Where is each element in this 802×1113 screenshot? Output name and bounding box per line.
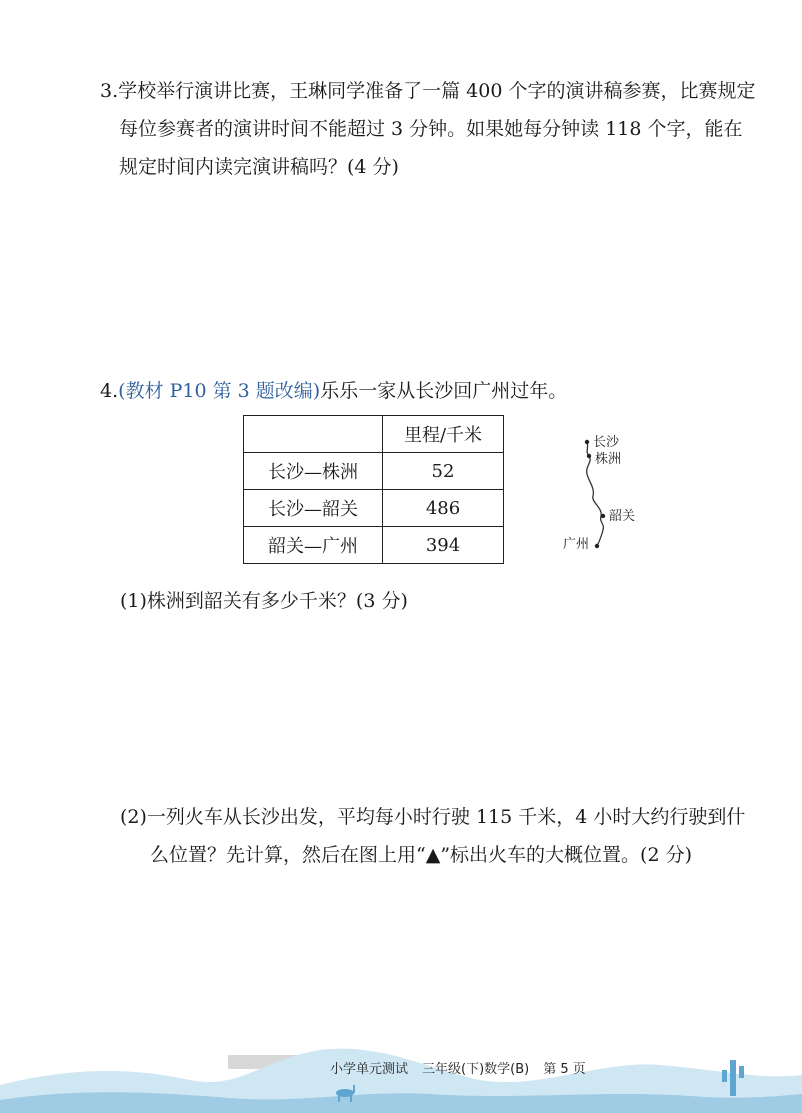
question-4 <box>100 372 780 410</box>
q4-number: 4. <box>100 380 119 402</box>
changsha-dot <box>585 440 589 444</box>
question-3 <box>100 72 780 186</box>
changsha-label: 长沙 <box>593 435 620 450</box>
table-row <box>244 453 504 490</box>
shaoguan-dot <box>601 514 605 518</box>
table-header-cell: 里程/千米 <box>383 416 504 453</box>
footer-series: 小学单元测试 <box>330 1062 409 1077</box>
q3-line-3: 规定时间内读完演讲稿吗？(4 分) <box>119 156 399 178</box>
guangzhou-label: 广州 <box>563 537 590 552</box>
route-map <box>555 430 665 560</box>
q4-stem: 乐乐一家从长沙回广州过年。 <box>320 380 568 402</box>
zhuzhou-dot <box>587 454 591 458</box>
q3-line-2: 每位参赛者的演讲时间不能超过 3 分钟。如果她每分钟读 118 个字，能在 <box>119 118 743 140</box>
q3-line-1: 3.学校举行演讲比赛，王琳同学准备了一篇 400 个字的演讲稿参赛，比赛规定 <box>100 80 756 102</box>
footer-label <box>330 1058 600 1077</box>
distance-table <box>243 415 504 564</box>
distance-cell: 486 <box>383 490 504 527</box>
table-row <box>244 490 504 527</box>
q4-sub-2-line-2: 么位置？先计算，然后在图上用“▲”标出火车的大概位置。(2 分) <box>150 844 692 866</box>
q4-sub-1: (1)株洲到韶关有多少千米？(3 分) <box>120 590 408 612</box>
footer-grade: 三年级(下)数学(B) <box>422 1062 530 1077</box>
shaoguan-label: 韶关 <box>609 509 636 524</box>
q4-sub-2-line-1: (2)一列火车从长沙出发，平均每小时行驶 115 千米，4 小时大约行驶到什 <box>120 806 746 828</box>
table-header-cell <box>244 416 383 453</box>
table-row <box>244 527 504 564</box>
route-cell: 韶关—广州 <box>244 527 383 564</box>
guangzhou-dot <box>595 544 599 548</box>
distance-cell: 52 <box>383 453 504 490</box>
route-cell: 长沙—株洲 <box>244 453 383 490</box>
route-cell: 长沙—韶关 <box>244 490 383 527</box>
table-header-row <box>244 416 504 453</box>
distance-cell: 394 <box>383 527 504 564</box>
footer-page: 第 5 页 <box>543 1062 586 1077</box>
q4-source-note: (教材 P10 第 3 题改编) <box>118 380 321 402</box>
zhuzhou-label: 株洲 <box>595 452 622 467</box>
